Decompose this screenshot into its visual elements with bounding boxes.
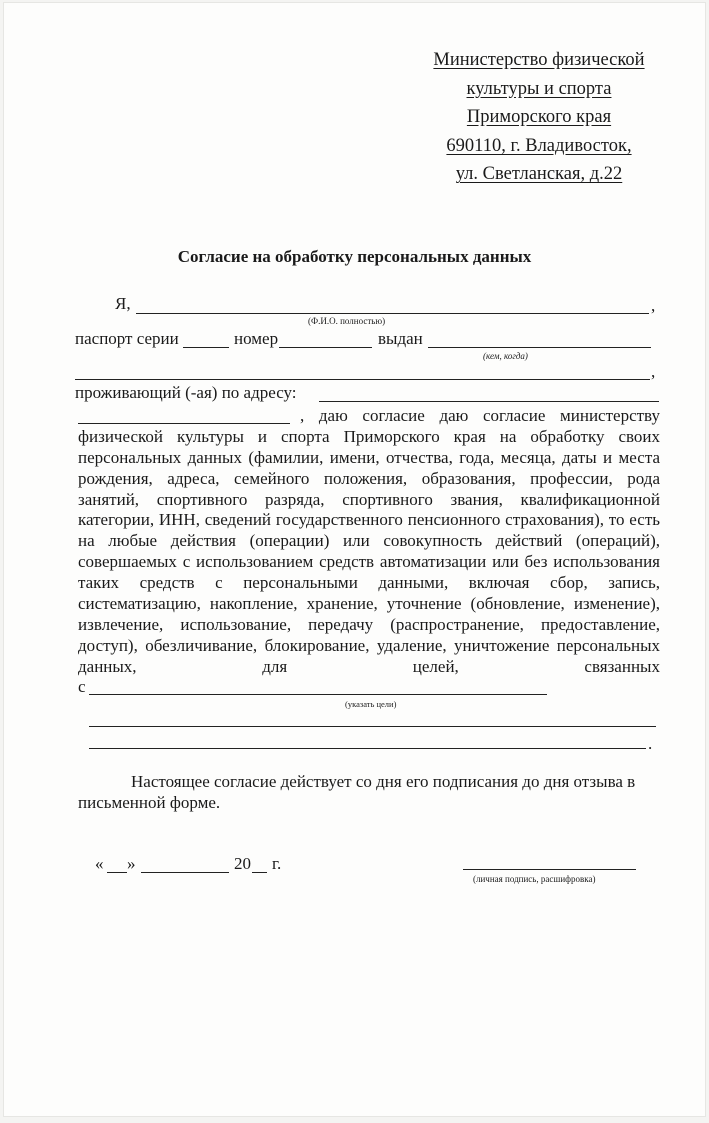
body-line: , даю согласие даю согласие министерству: [300, 406, 660, 425]
validity-line: Настоящее согласие действует со дня его подписания до дня отзыва в: [131, 772, 636, 791]
issued-caption: (кем, когда): [483, 351, 528, 361]
body-line: на любые действия (операции) или совокупность действий (операций),: [78, 531, 660, 551]
recipient-line: 690110, г. Владивосток,: [446, 135, 632, 156]
date-open-quote: «: [95, 854, 104, 873]
issued-label: выдан: [378, 329, 423, 348]
body-line: доступ), обезличивание, блокирование, удаление, уничтожение персональных: [78, 635, 660, 655]
purpose-line: [89, 694, 547, 695]
date-close-quote: »: [127, 854, 136, 873]
date-month-line: [141, 872, 229, 873]
purpose-word: данных,: [78, 656, 137, 676]
body-line: физической культуры и спорта Приморского края на обработку своих: [78, 426, 660, 446]
body-line: занятий, спортивного разряда, спортивного звания, квалификационной: [78, 489, 660, 509]
fio-field-line: [136, 313, 649, 314]
recipient-line: Министерство физической: [433, 50, 645, 70]
purpose-caption: (указать цели): [345, 699, 397, 709]
body-line: категории, ИНН, сведений государственного пенсионного страхования), то есть: [78, 510, 660, 530]
recipient-address: [413, 46, 665, 189]
passport-number-label: номер: [234, 329, 279, 348]
purpose-period: .: [648, 734, 653, 753]
date-day-line: [107, 872, 127, 873]
body-line: таких средств с персональными данными, включая сбор, запись,: [78, 573, 660, 593]
body-line: персональных данных (фамилии, имени, отчества, года, месяца, даты и места: [78, 447, 660, 467]
recipient-line: культуры и спорта: [466, 78, 612, 99]
purpose-intro-line: [78, 657, 660, 678]
purpose-word: для: [262, 656, 288, 676]
purpose-word: целей,: [412, 656, 459, 676]
issued-line: [428, 347, 651, 348]
passport-series-label: паспорт серии: [75, 329, 179, 348]
body-line: извлечение, использование, передачу (распространение, предоставление,: [78, 614, 660, 634]
document-page: [3, 2, 706, 1117]
purpose-word: связанных: [584, 656, 660, 676]
purpose-extra-line-2: [89, 748, 646, 749]
validity-line-2: письменной форме.: [78, 793, 221, 812]
fio-caption: (Ф.И.О. полностью): [308, 316, 386, 326]
passport-comma: ,: [651, 362, 656, 381]
date-year-suffix: г.: [272, 854, 282, 873]
signature-line: [463, 869, 636, 870]
body-line: систематизацию, накопление, хранение, уточнение (обновление, изменение),: [78, 594, 660, 614]
passport-series-line: [183, 347, 229, 348]
date-year-line: [252, 872, 267, 873]
address-label: проживающий (-ая) по адресу:: [75, 383, 297, 402]
purpose-extra-line: [89, 726, 656, 727]
body-line: рождения, адреса, семейного положения, образования, профессии, рода: [78, 468, 660, 488]
recipient-line: Приморского края: [466, 107, 612, 128]
consent-body: [78, 406, 660, 678]
fio-comma: ,: [651, 296, 656, 315]
recipient-line: ул. Светланская, д.22: [455, 164, 623, 185]
i-label: Я,: [115, 294, 131, 313]
address-line: [319, 401, 659, 402]
body-line: совершаемых с использованием средств автоматизации или без использования: [78, 552, 660, 572]
signature-caption: (личная подпись, расшифровка): [473, 874, 596, 884]
date-year-prefix: 20: [234, 854, 251, 873]
document-title: Согласие на обработку персональных данных: [177, 247, 532, 266]
purpose-c-label: с: [78, 677, 86, 696]
passport-number-line: [279, 347, 372, 348]
passport-continuation-line: [75, 379, 650, 380]
